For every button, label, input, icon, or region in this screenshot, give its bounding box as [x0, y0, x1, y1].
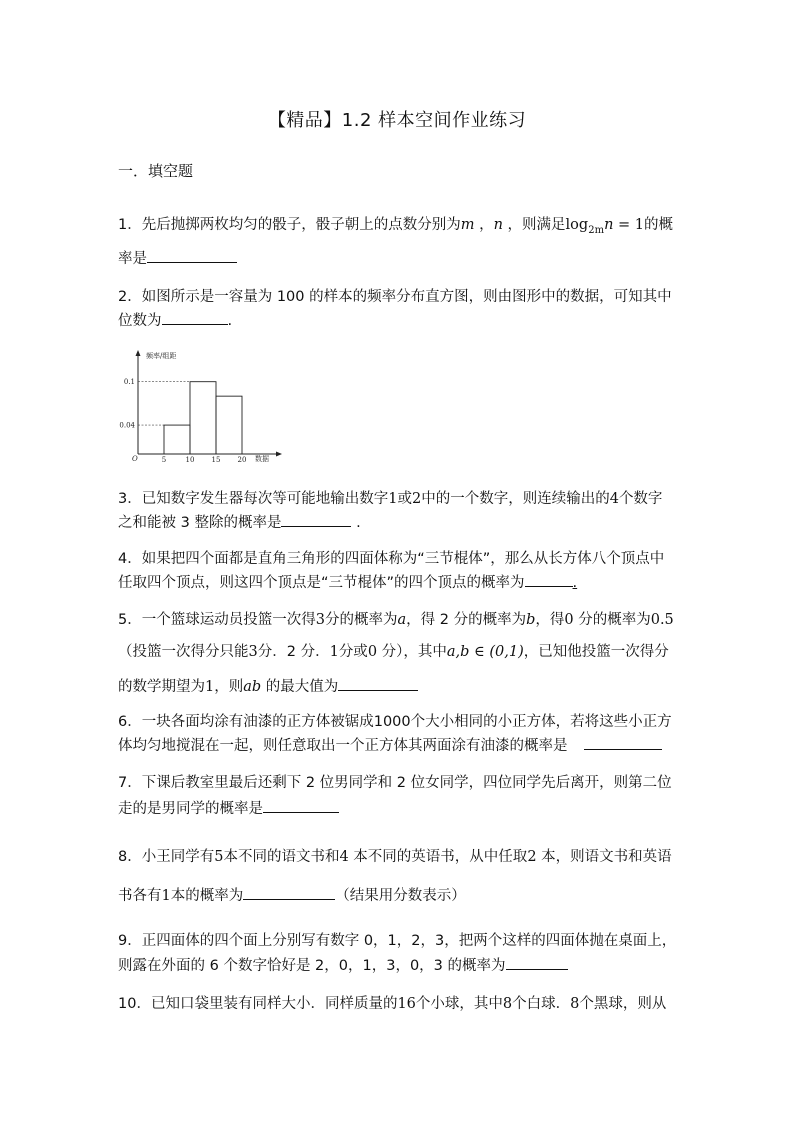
answer-blank[interactable] [147, 248, 237, 263]
q1-var-n2: n [604, 217, 614, 233]
answer-blank[interactable] [584, 735, 662, 750]
answer-blank[interactable] [162, 310, 228, 325]
q1-eq: = 1 [613, 217, 644, 233]
q3-digit-4: 4 [609, 491, 619, 507]
q5-l2b: 分．2 分． [257, 644, 330, 660]
q5-var-a: a [397, 612, 407, 628]
question-3-line-2 [118, 512, 678, 534]
q5-num: 3 [315, 612, 325, 628]
question-10-line-1 [118, 993, 678, 1015]
q10-text-b: 个小球，其中 [415, 996, 503, 1012]
origin-label: O [132, 455, 138, 463]
q5-l3: 3 [248, 644, 258, 660]
q5-prob: 0.5 [650, 612, 674, 628]
q10-num-8b: 8 [570, 996, 580, 1012]
q8-l2a: 书各有 [118, 888, 162, 904]
q6-line2: 体均匀地搅混在一起，则任意取出一个正方体其两面涂有油漆的概率是 [118, 738, 568, 754]
q5-text: 5．一个篮球运动员投篮一次得 [118, 612, 316, 628]
y-tick-label-0.04: 0.04 [119, 421, 135, 430]
q1-text-b: ，则满足 [502, 217, 566, 233]
question-9-line-1: 9．正四面体的四个面上分别写有数字 0，1，2，3，把两个这样的四面体抛在桌面上， [118, 933, 677, 949]
x-tick-label-15: 15 [211, 456, 221, 464]
q5-l2e: ，已知他投篮一次得分 [523, 644, 669, 660]
q1-line2: 率是 [118, 251, 147, 267]
q8-num-4: 4 [339, 849, 349, 865]
q1-log: log [565, 217, 589, 233]
x-axis-arrow [276, 452, 282, 457]
question-1-line-2 [118, 248, 678, 270]
q8-text-b: 本不同的语文书和 [223, 849, 340, 865]
q3-end: . [356, 515, 361, 531]
question-2-line-2 [118, 310, 678, 332]
q10-num-8a: 8 [502, 996, 513, 1012]
q8-num-5: 5 [214, 849, 224, 865]
y-axis-arrow [136, 350, 141, 356]
q2-end: . [227, 313, 233, 329]
q8-text: 8．小王同学有 [118, 849, 215, 865]
x-tick-label-10: 10 [185, 456, 195, 464]
q3-line2: 之和能被 3 整除的概率是 [118, 515, 282, 531]
q5-l2c: 分或 [338, 644, 368, 660]
q1-log-base: 2m [588, 224, 605, 236]
q8-l2b: 本的概率为 [170, 888, 244, 904]
q1-var-n: n [493, 217, 503, 233]
question-1-line-1 [118, 214, 678, 242]
question-5-line-2 [118, 641, 678, 663]
question-6-line-2 [118, 735, 678, 757]
q5-text-d: ，得 [535, 612, 565, 628]
q10-text-c: 个白球． [512, 996, 571, 1012]
q5-l3b: ，则 [214, 679, 244, 695]
q5-l2d: 分），其中 [377, 644, 447, 660]
question-7-line-2 [118, 798, 678, 820]
q5-ab: ab [243, 679, 262, 695]
question-2-line-1: 2．如图所示是一容量为 100 的样本的频率分布直方图，则由图形中的数据，可知其中 [118, 289, 672, 305]
question-6-line-1: 6．一块各面均涂有油漆的正方体被锯成1000个大小相同的小正方体，若将这些小正方 [118, 714, 672, 730]
question-4-line-2 [118, 572, 678, 594]
question-8-line-2 [118, 885, 678, 907]
frequency-histogram [118, 346, 288, 466]
q5-var-b: b [526, 612, 536, 628]
q8-l2c: （结果用分数表示） [335, 888, 466, 904]
answer-blank[interactable] [338, 676, 418, 691]
answer-blank[interactable] [281, 512, 351, 527]
answer-blank[interactable] [243, 885, 335, 900]
q4-line2: 任取四个顶点，则这四个顶点是“三节棍体”的四个顶点的概率为 [118, 575, 525, 591]
q5-condition: a,b ∈ (0,1) [446, 644, 524, 660]
q2-line2: 位数为 [118, 313, 162, 329]
q9-line2: 则露在外面的 6 个数字恰好是 2，0，1，3，0，3 的概率为 [118, 958, 506, 974]
y-axis-label: 频率/组距 [146, 352, 177, 360]
x-axis-label: 数据 [255, 455, 269, 463]
histogram-bar-2 [190, 382, 216, 454]
question-5-line-3 [118, 676, 678, 698]
q5-text-e: 分的概率为 [573, 612, 651, 628]
page-title: 【精品】1.2 样本空间作业练习 [267, 110, 527, 131]
question-5-line-1 [118, 609, 678, 631]
q1-var-m: m [460, 217, 475, 233]
answer-blank[interactable] [506, 955, 568, 970]
q3-digit-1: 1 [388, 491, 398, 507]
x-tick-label-20: 20 [237, 456, 247, 464]
q5-l2a: （投篮一次得分只能 [118, 644, 249, 660]
question-9-line-2 [118, 955, 678, 977]
section-heading: 一．填空题 [118, 162, 194, 180]
q5-l0: 0 [367, 644, 378, 660]
q8-text-d: 本，则语文书和英语 [536, 849, 672, 865]
q8-num-2: 2 [527, 849, 537, 865]
answer-blank[interactable] [525, 572, 573, 587]
histogram-bar-1 [164, 425, 190, 454]
q5-l1: 1 [329, 644, 339, 660]
q5-l3c: 的最大值为 [261, 679, 339, 695]
question-7-line-1: 7．下课后教室里最后还剩下 2 位男同学和 2 位女同学，四位同学先后离开，则第二位 [118, 775, 672, 791]
q1-sep: ， [474, 217, 494, 233]
q4-end: . [572, 575, 578, 591]
q3-text-b: 或 [397, 491, 412, 507]
q3-text-c: 中的一个数字，则连续输出的 [421, 491, 610, 507]
q7-line2: 走的是男同学的概率是 [118, 801, 263, 817]
q5-one: 1 [205, 679, 215, 695]
q1-text-c: 的概 [644, 217, 673, 233]
q5-l3a: 的数学期望为 [118, 679, 205, 695]
q5-num-0: 0 [564, 612, 574, 628]
q8-text-c: 本不同的英语书，从中任取 [348, 849, 528, 865]
q5-text-b: 分的概率为 [324, 612, 398, 628]
question-8-line-1 [118, 846, 678, 868]
q10-num-16: 16 [397, 996, 416, 1012]
question-3-line-1 [118, 488, 678, 510]
q10-text: 10．已知口袋里装有同样大小．同样质量的 [118, 996, 398, 1012]
q8-num-1: 1 [161, 888, 171, 904]
q3-digit-2: 2 [411, 491, 422, 507]
q5-text-c: ，得 2 分的概率为 [406, 612, 527, 628]
q1-text: 1．先后抛掷两枚均匀的骰子，骰子朝上的点数分别为 [118, 217, 461, 233]
q10-text-d: 个黑球，则从 [579, 996, 667, 1012]
answer-blank[interactable] [263, 798, 339, 813]
y-tick-label-0.1: 0.1 [123, 378, 135, 387]
q3-text-d: 个数字 [618, 491, 663, 507]
histogram-bar-3 [216, 396, 242, 454]
question-4-line-1: 4．如果把四个面都是直角三角形的四面体称为“三节棍体”，那么从长方体八个顶点中 [118, 551, 665, 567]
x-tick-label-5: 5 [161, 456, 167, 464]
q3-text: 3．已知数字发生器每次等可能地输出数字 [118, 491, 389, 507]
